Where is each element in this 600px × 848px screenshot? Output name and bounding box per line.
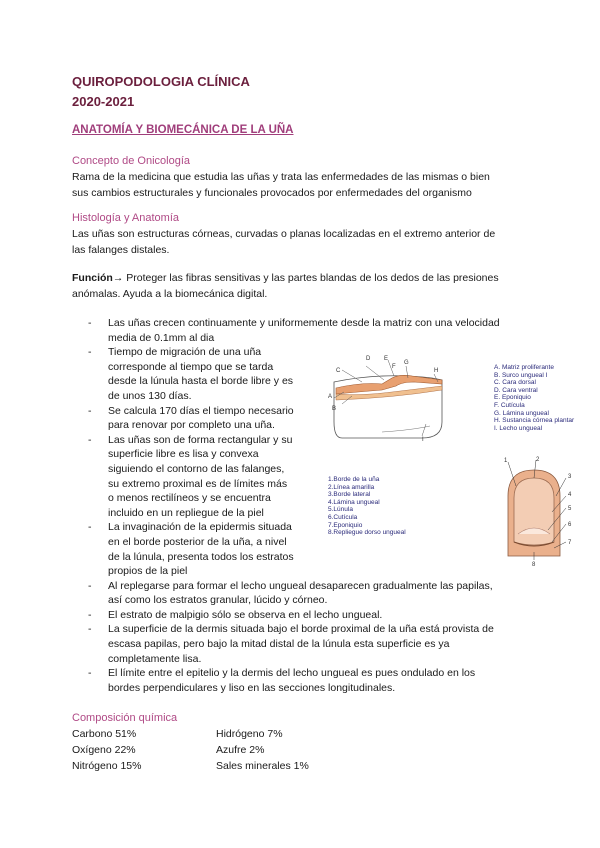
bullet-dash: -: [88, 404, 92, 417]
diagram-label-d: D: [366, 356, 371, 362]
legend-item: D. Cara ventral: [494, 386, 538, 394]
legend-item: E. Eponiquio: [494, 394, 531, 402]
bullet-line: incluido en un repliegue de la piel: [108, 506, 264, 519]
element-value: Oxígeno 22%: [72, 744, 136, 756]
list-item: [88, 433, 308, 521]
legend-item: 3.Borde lateral: [328, 491, 371, 499]
bullet-line: o menos rectilíneos y se encuentra: [108, 492, 271, 505]
legend-item: B. Surco ungueal I: [494, 371, 548, 379]
fingertip-label-6: 6: [568, 522, 572, 528]
diagram-label-h: H: [434, 368, 439, 374]
bullet-line: siguiendo el contorno de las falanges,: [108, 462, 285, 475]
list-item: [88, 345, 308, 403]
section-title: ANATOMÍA Y BIOMECÁNICA DE LA UÑA: [72, 124, 294, 136]
bullet-dash: -: [88, 433, 92, 446]
legend-item: H. Sustancia córnea plantar: [494, 417, 575, 425]
element-value: Carbono 51%: [72, 728, 137, 740]
bullet-line: de unos 130 días.: [108, 389, 192, 402]
fingertip-label-1: 1: [504, 458, 508, 464]
arrow-icon: →: [112, 272, 124, 284]
bullet-line: El estrato de malpigio sólo se observa en el lecho ungueal.: [108, 608, 383, 621]
bullet-line: superficie libre es lisa y convexa: [108, 448, 259, 461]
fingertip-label-7: 7: [568, 540, 572, 546]
concepto-line: sus cambios estructurales y funcionales provocados por enfermedades del organismo: [72, 187, 472, 199]
legend-item: 8.Repliegue dorso ungueal: [328, 529, 406, 537]
bullet-line: en el borde posterior de la uña, a nivel: [108, 535, 287, 548]
histologia-paragraph: [72, 226, 532, 258]
bullet-dash: -: [88, 579, 92, 592]
fingertip-label-4: 4: [568, 492, 572, 498]
bullet-dash: -: [88, 346, 92, 359]
bullet-dash: -: [88, 623, 92, 636]
list-item: [88, 404, 308, 433]
legend-item: F. Cutícula: [494, 401, 525, 409]
concepto-paragraph: [72, 169, 532, 201]
legend-item: 7.Eponiquio: [328, 521, 363, 529]
concepto-line: Rama de la medicina que estudia las uñas y trata las enfermedades de las mismas o bien: [72, 171, 490, 183]
nail-plate-shape: [514, 478, 554, 545]
list-item: [88, 622, 536, 666]
bullet-line: escasa papilas, pero bajo la mitad distal de la lúnula esta superficie es ya: [108, 638, 450, 651]
funcion-line: anómalas. Ayuda a la biomecánica digital.: [72, 288, 268, 300]
list-item: [88, 608, 536, 623]
bullet-line: su extremo proximal es de límites más: [108, 477, 288, 490]
diagram-label-g: G: [404, 360, 409, 366]
diagram-label-f: F: [392, 364, 396, 370]
bullet-line: Se calcula 170 días el tiempo necesario: [108, 404, 294, 417]
legend-item: 5.Lúnula: [328, 506, 353, 514]
list-item: [88, 520, 308, 578]
fingertip-label-8: 8: [532, 562, 536, 566]
bullet-dash: -: [88, 521, 92, 534]
funcion-paragraph: [72, 270, 532, 302]
element-value: Nitrógeno 15%: [72, 760, 142, 772]
figure2-legend: [328, 476, 406, 537]
fingertip-label-3: 3: [568, 474, 572, 480]
bullet-line: El límite entre el epitelio y la dermis del lecho ungueal es pues ondulado en los: [108, 667, 476, 680]
bullet-line: La superficie de la dermis situada bajo el borde proximal de la uña está provista de: [108, 623, 494, 636]
element-value: Azufre 2%: [216, 744, 265, 756]
bullet-line: La invaginación de la epidermis situada: [108, 521, 292, 534]
legend-item: 2.Línea amarilla: [328, 483, 375, 491]
bullet-line: corresponde al tiempo que se tarda: [108, 360, 274, 373]
diagram-label-b: B: [332, 406, 337, 412]
bullet-dash: -: [88, 608, 92, 621]
composicion-heading: Composición química: [72, 712, 178, 724]
bullet-line: así como los estratos granular, lúcido y córneo.: [108, 594, 328, 607]
composicion-col-1: [72, 726, 141, 774]
diagram-label-c: C: [336, 368, 341, 374]
bullet-line: Al replegarse para formar el lecho ungueal desaparecen gradualmente las papilas,: [108, 579, 493, 592]
legend-item: 4.Lámina ungueal: [328, 498, 380, 506]
bullet-line: media de 0.1mm al dia: [108, 331, 215, 344]
bullet-line: completamente lisa.: [108, 652, 202, 665]
funcion-label: Función: [72, 272, 113, 284]
concepto-heading: Concepto de Onicología: [72, 155, 191, 167]
bullet-line: desde la lúnula hasta el borde libre y es: [108, 375, 294, 388]
fingertip-label-5: 5: [568, 506, 572, 512]
fingertip-diagram: [494, 456, 578, 566]
legend-item: A. Matriz proliferante: [494, 364, 554, 371]
course-year: 2020-2021: [72, 94, 135, 109]
element-value: Hidrógeno 7%: [216, 728, 283, 740]
funcion-text: Proteger las fibras sensitivas y las partes blandas de los dedos de las presiones: [123, 272, 499, 284]
histologia-heading: Histología y Anatomía: [72, 212, 180, 224]
legend-item: 1.Borde de la uña: [328, 476, 380, 483]
list-item: [88, 316, 536, 345]
list-item: [88, 579, 536, 608]
document-title: [72, 72, 250, 112]
course-title: QUIROPODOLOGIA CLÍNICA: [72, 74, 250, 89]
bullet-dash: -: [88, 667, 92, 680]
legend-item: G. Lámina ungueal: [494, 409, 549, 417]
legend-item: I. Lecho ungueal: [494, 424, 543, 432]
bullet-line: propios de la piel: [108, 565, 188, 578]
diagram-label-i: I: [422, 437, 424, 442]
legend-item: C. Cara dorsal: [494, 379, 536, 387]
fingertip-label-2: 2: [536, 457, 540, 463]
bullet-line: de la lúnula, presenta todos los estratos: [108, 550, 294, 563]
legend-item: 6.Cutícula: [328, 513, 358, 521]
element-value: Sales minerales 1%: [216, 760, 309, 772]
nail-section-diagram: [322, 352, 492, 442]
funcion-line: [72, 270, 532, 286]
diagram-label-a: A: [328, 394, 333, 400]
bullet-line: Tiempo de migración de una uña: [108, 346, 262, 359]
histologia-line: las falanges distales.: [72, 244, 170, 256]
bullet-dash: -: [88, 317, 92, 329]
bullet-line: bordes perpendiculares y liso en las secciones longitudinales.: [108, 681, 396, 694]
bullet-line: para renovar por completo una uña.: [108, 419, 275, 432]
composicion-col-2: [216, 726, 309, 774]
figure1-legend: [494, 364, 574, 432]
diagram-label-e: E: [384, 356, 389, 362]
bullet-line: Las uñas crecen continuamente y uniformemente desde la matriz con una velocidad: [108, 317, 500, 329]
bullet-line: Las uñas son de forma rectangular y su: [108, 433, 293, 446]
list-item: [88, 666, 536, 695]
histologia-line: Las uñas son estructuras córneas, curvadas o planas localizadas en el extremo anterior de: [72, 228, 496, 240]
